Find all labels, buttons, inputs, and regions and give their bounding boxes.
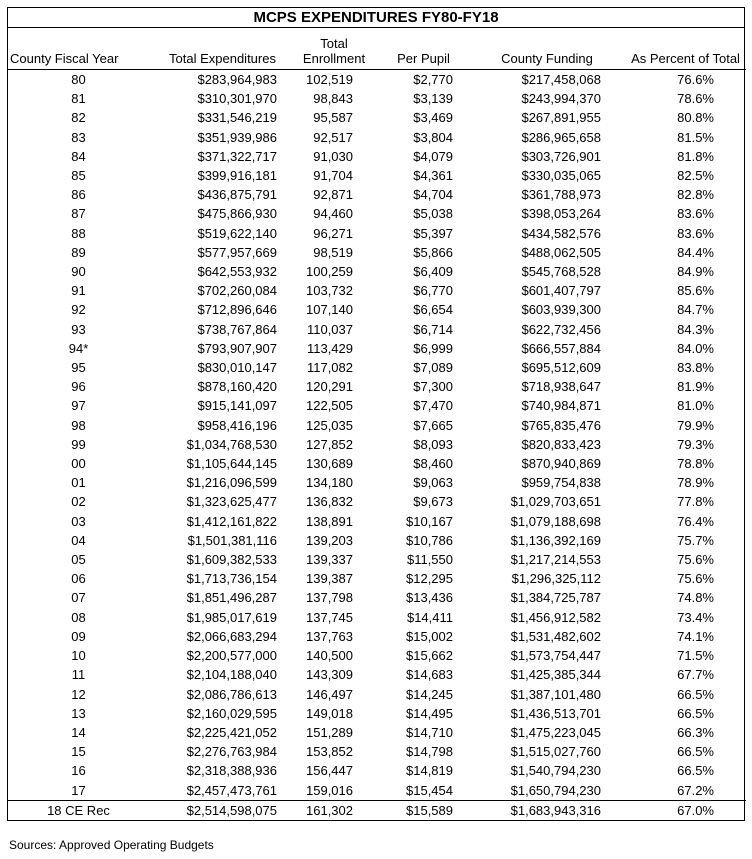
county-funding-cell: $1,456,912,582 — [510, 609, 601, 625]
county-funding-cell: $1,540,794,230 — [510, 763, 601, 779]
total-expenditures-cell: $958,416,196 — [197, 417, 277, 433]
county-funding-cell: $217,458,068 — [521, 72, 601, 87]
fiscal-year-cell: 87 — [71, 206, 86, 222]
fiscal-year-cell: 12 — [71, 686, 86, 702]
percent-of-total-cell: 80.8% — [677, 110, 714, 126]
total-enrollment-cell: 122,505 — [306, 398, 353, 414]
percent-of-total-cell: 78.8% — [677, 456, 714, 472]
fiscal-year-cell: 99 — [71, 436, 86, 452]
fiscal-year-cell: 07 — [71, 590, 86, 606]
total-enrollment-cell: 117,082 — [306, 360, 353, 376]
county-funding-cell: $286,965,658 — [521, 129, 601, 145]
per-pupil-cell: $12,295 — [406, 571, 453, 587]
fiscal-year-cell: 92 — [71, 302, 86, 318]
fiscal-year-cell: 09 — [71, 628, 86, 644]
total-expenditures-cell: $2,200,577,000 — [186, 648, 277, 664]
percent-of-total-cell: 85.6% — [677, 283, 714, 299]
table-row — [8, 224, 746, 243]
fiscal-year-cell: 85 — [71, 168, 86, 184]
total-expenditures-cell: $1,412,161,822 — [186, 513, 277, 529]
per-pupil-cell: $11,550 — [406, 552, 453, 568]
county-funding-cell: $603,939,300 — [521, 302, 601, 318]
table-row — [8, 128, 746, 147]
table-row — [8, 685, 746, 704]
percent-of-total-cell: 84.9% — [677, 264, 714, 280]
fiscal-year-cell: 18 CE Rec — [8, 800, 155, 820]
total-expenditures-cell: $331,546,219 — [197, 110, 277, 126]
percent-of-total-cell: 83.8% — [677, 360, 714, 376]
header-per-pupil: Per Pupil — [378, 28, 469, 70]
percent-of-total-cell: 71.5% — [677, 648, 714, 664]
fiscal-year-cell: 11 — [71, 667, 86, 683]
percent-of-total-cell: 82.5% — [677, 168, 714, 184]
percent-of-total-cell: 74.1% — [677, 628, 714, 644]
fiscal-year-cell: 13 — [71, 705, 86, 721]
per-pupil-cell: $7,089 — [413, 360, 453, 376]
table-row — [8, 512, 746, 531]
per-pupil-cell: $14,245 — [406, 686, 453, 702]
county-funding-cell: $243,994,370 — [521, 91, 601, 107]
total-expenditures-cell: $793,907,907 — [197, 340, 277, 356]
fiscal-year-cell: 93 — [71, 321, 86, 337]
header-percent-of-total: As Percent of Total — [625, 28, 746, 70]
percent-of-total-cell: 79.3% — [677, 436, 714, 452]
county-funding-cell: $870,940,869 — [521, 456, 601, 472]
percent-of-total-cell: 76.6% — [677, 72, 714, 87]
total-expenditures-cell: $2,318,388,936 — [186, 763, 277, 779]
percent-of-total-cell: 75.7% — [677, 532, 714, 548]
table-row — [8, 435, 746, 454]
total-enrollment-cell: 107,140 — [306, 302, 353, 318]
county-funding-cell: $1,683,943,316 — [469, 800, 625, 820]
fiscal-year-cell: 94* — [68, 340, 89, 356]
county-funding-cell: $1,217,214,553 — [510, 552, 601, 568]
percent-of-total-cell: 79.9% — [677, 417, 714, 433]
county-funding-cell: $601,407,797 — [521, 283, 601, 299]
percent-of-total-cell: 66.5% — [677, 763, 714, 779]
fiscal-year-cell: 04 — [71, 532, 86, 548]
percent-of-total-cell: 84.3% — [677, 321, 714, 337]
fiscal-year-cell: 97 — [71, 398, 86, 414]
total-expenditures-cell: $2,160,029,595 — [186, 705, 277, 721]
percent-of-total-cell: 66.5% — [677, 744, 714, 760]
table-row — [8, 204, 746, 223]
total-enrollment-cell: 139,203 — [306, 532, 353, 548]
total-enrollment-cell: 137,745 — [306, 609, 353, 625]
total-enrollment-cell: 161,302 — [290, 800, 378, 820]
percent-of-total-cell: 75.6% — [677, 552, 714, 568]
table-row — [8, 377, 746, 396]
table-row — [8, 665, 746, 684]
percent-of-total-cell: 74.8% — [677, 590, 714, 606]
total-expenditures-cell: $436,875,791 — [197, 187, 277, 203]
total-enrollment-cell: 94,460 — [313, 206, 353, 222]
fiscal-year-cell: 88 — [71, 225, 86, 241]
fiscal-year-cell: 83 — [71, 129, 86, 145]
table-row — [8, 147, 746, 166]
per-pupil-cell: $9,673 — [413, 494, 453, 510]
table-row — [8, 454, 746, 473]
percent-of-total-cell: 81.0% — [677, 398, 714, 414]
per-pupil-cell: $5,397 — [413, 225, 453, 241]
total-enrollment-cell: 110,037 — [306, 321, 353, 337]
total-expenditures-cell: $2,457,473,761 — [186, 782, 277, 798]
per-pupil-cell: $6,999 — [413, 340, 453, 356]
county-funding-cell: $1,475,223,045 — [510, 724, 601, 740]
table-row — [8, 761, 746, 780]
county-funding-cell: $267,891,955 — [521, 110, 601, 126]
percent-of-total-cell: 67.0% — [625, 800, 746, 820]
total-expenditures-cell: $2,104,188,040 — [186, 667, 277, 683]
total-enrollment-cell: 91,030 — [313, 148, 353, 164]
county-funding-cell: $718,938,647 — [521, 379, 601, 395]
per-pupil-cell: $7,665 — [413, 417, 453, 433]
fiscal-year-cell: 81 — [71, 91, 86, 107]
total-enrollment-cell: 143,309 — [306, 667, 353, 683]
total-expenditures-cell: $1,851,496,287 — [186, 590, 277, 606]
fiscal-year-cell: 84 — [71, 148, 86, 164]
total-expenditures-cell: $351,939,986 — [197, 129, 277, 145]
source-note: Sources: Approved Operating Budgets — [9, 838, 214, 852]
percent-of-total-cell: 73.4% — [677, 609, 714, 625]
county-funding-cell: $1,436,513,701 — [510, 705, 601, 721]
total-enrollment-cell: 127,852 — [306, 436, 353, 452]
fiscal-year-cell: 01 — [71, 475, 86, 491]
percent-of-total-cell: 78.6% — [677, 91, 714, 107]
per-pupil-cell: $14,798 — [406, 744, 453, 760]
fiscal-year-cell: 05 — [71, 552, 86, 568]
total-expenditures-cell: $878,160,420 — [197, 379, 277, 395]
per-pupil-cell: $10,167 — [406, 513, 453, 529]
percent-of-total-cell: 81.8% — [677, 148, 714, 164]
per-pupil-cell: $14,683 — [406, 667, 453, 683]
total-expenditures-cell: $577,957,669 — [197, 244, 277, 260]
total-expenditures-cell: $712,896,646 — [197, 302, 277, 318]
fiscal-year-cell: 91 — [71, 283, 86, 299]
table-body — [8, 70, 746, 820]
county-funding-cell: $1,384,725,787 — [510, 590, 601, 606]
county-funding-cell: $1,079,188,698 — [510, 513, 601, 529]
table-row — [8, 108, 746, 127]
total-enrollment-cell: 98,519 — [313, 244, 353, 260]
table-row — [8, 569, 746, 588]
table-row — [8, 320, 746, 339]
per-pupil-cell: $15,002 — [406, 628, 453, 644]
fiscal-year-cell: 89 — [71, 244, 86, 260]
percent-of-total-cell: 67.7% — [677, 667, 714, 683]
total-expenditures-cell: $2,276,763,984 — [186, 744, 277, 760]
per-pupil-cell: $14,710 — [406, 724, 453, 740]
percent-of-total-cell: 83.6% — [677, 225, 714, 241]
per-pupil-cell: $15,662 — [406, 648, 453, 664]
per-pupil-cell: $3,469 — [413, 110, 453, 126]
total-enrollment-cell: 125,035 — [306, 417, 353, 433]
total-enrollment-cell: 92,517 — [313, 129, 353, 145]
total-enrollment-cell: 134,180 — [306, 475, 353, 491]
percent-of-total-cell: 66.3% — [677, 724, 714, 740]
county-funding-cell: $1,573,754,447 — [510, 648, 601, 664]
table-row — [8, 339, 746, 358]
total-expenditures-cell: $310,301,970 — [197, 91, 277, 107]
per-pupil-cell: $14,411 — [406, 609, 453, 625]
table-row — [8, 473, 746, 492]
county-funding-cell: $1,136,392,169 — [510, 532, 601, 548]
fiscal-year-cell: 15 — [71, 744, 86, 760]
total-enrollment-cell: 137,763 — [306, 628, 353, 644]
county-funding-cell: $959,754,838 — [521, 475, 601, 491]
fiscal-year-cell: 80 — [71, 72, 86, 87]
total-expenditures-cell: $1,609,382,533 — [186, 552, 277, 568]
total-enrollment-cell: 137,798 — [306, 590, 353, 606]
table-row — [8, 300, 746, 319]
total-expenditures-cell: $830,010,147 — [197, 360, 277, 376]
total-expenditures-cell: $738,767,864 — [197, 321, 277, 337]
per-pupil-cell: $4,079 — [413, 148, 453, 164]
total-enrollment-cell: 91,704 — [313, 168, 353, 184]
county-funding-cell: $398,053,264 — [521, 206, 601, 222]
county-funding-cell: $545,768,528 — [521, 264, 601, 280]
per-pupil-cell: $10,786 — [406, 532, 453, 548]
total-enrollment-cell: 136,832 — [306, 494, 353, 510]
total-enrollment-cell: 156,447 — [306, 763, 353, 779]
total-expenditures-cell: $2,514,598,075 — [155, 800, 290, 820]
county-funding-cell: $1,531,482,602 — [510, 628, 601, 644]
table-row — [8, 608, 746, 627]
percent-of-total-cell: 84.4% — [677, 244, 714, 260]
county-funding-cell: $1,515,027,760 — [510, 744, 601, 760]
percent-of-total-cell: 84.0% — [677, 340, 714, 356]
percent-of-total-cell: 84.7% — [677, 302, 714, 318]
fiscal-year-cell: 90 — [71, 264, 86, 280]
county-funding-cell: $740,984,871 — [521, 398, 601, 414]
total-enrollment-cell: 151,289 — [306, 724, 353, 740]
total-expenditures-cell: $915,141,097 — [197, 398, 277, 414]
per-pupil-cell: $6,714 — [413, 321, 453, 337]
header-county-funding: County Funding — [469, 28, 625, 70]
total-expenditures-cell: $642,553,932 — [197, 264, 277, 280]
total-enrollment-cell: 139,387 — [306, 571, 353, 587]
county-funding-cell: $330,035,065 — [521, 168, 601, 184]
total-expenditures-cell: $283,964,983 — [197, 72, 277, 87]
total-enrollment-cell: 153,852 — [306, 744, 353, 760]
total-expenditures-cell: $371,322,717 — [197, 148, 277, 164]
table-row — [8, 396, 746, 415]
county-funding-cell: $820,833,423 — [521, 436, 601, 452]
per-pupil-cell: $4,704 — [413, 187, 453, 203]
header-fiscal-year: County Fiscal Year — [8, 28, 155, 70]
county-funding-cell: $361,788,973 — [521, 187, 601, 203]
table-row — [8, 185, 746, 204]
total-expenditures-cell: $1,713,736,154 — [186, 571, 277, 587]
total-enrollment-cell: 96,271 — [313, 225, 353, 241]
per-pupil-cell: $8,460 — [413, 456, 453, 472]
fiscal-year-cell: 14 — [71, 724, 86, 740]
total-enrollment-cell: 113,429 — [306, 340, 353, 356]
percent-of-total-cell: 76.4% — [677, 513, 714, 529]
table-row — [8, 166, 746, 185]
total-expenditures-cell: $1,985,017,619 — [186, 609, 277, 625]
percent-of-total-cell: 81.9% — [677, 379, 714, 395]
per-pupil-cell: $5,866 — [413, 244, 453, 260]
per-pupil-cell: $6,654 — [413, 302, 453, 318]
total-enrollment-cell: 149,018 — [306, 705, 353, 721]
table-row — [8, 281, 746, 300]
per-pupil-cell: $7,300 — [413, 379, 453, 395]
total-enrollment-cell: 120,291 — [306, 379, 353, 395]
total-expenditures-cell: $702,260,084 — [197, 283, 277, 299]
header-total-expenditures: Total Expenditures — [155, 28, 290, 70]
total-expenditures-cell: $2,225,421,052 — [186, 724, 277, 740]
county-funding-cell: $488,062,505 — [521, 244, 601, 260]
percent-of-total-cell: 67.2% — [677, 782, 714, 798]
fiscal-year-cell: 17 — [71, 782, 86, 798]
table-row — [8, 262, 746, 281]
per-pupil-cell: $4,361 — [413, 168, 453, 184]
per-pupil-cell: $14,495 — [406, 705, 453, 721]
per-pupil-cell: $13,436 — [406, 590, 453, 606]
per-pupil-cell: $9,063 — [413, 475, 453, 491]
total-enrollment-cell: 159,016 — [306, 782, 353, 798]
county-funding-cell: $434,582,576 — [521, 225, 601, 241]
per-pupil-cell: $5,038 — [413, 206, 453, 222]
percent-of-total-cell: 81.5% — [677, 129, 714, 145]
percent-of-total-cell: 78.9% — [677, 475, 714, 491]
percent-of-total-cell: 82.8% — [677, 187, 714, 203]
per-pupil-cell: $6,409 — [413, 264, 453, 280]
per-pupil-cell: $15,589 — [378, 800, 469, 820]
table-row — [8, 531, 746, 550]
fiscal-year-cell: 06 — [71, 571, 86, 587]
total-enrollment-cell: 140,500 — [306, 648, 353, 664]
table-row — [8, 781, 746, 801]
fiscal-year-cell: 82 — [71, 110, 86, 126]
total-expenditures-cell: $1,501,381,116 — [187, 532, 277, 548]
county-funding-cell: $1,387,101,480 — [510, 686, 601, 702]
per-pupil-cell: $2,770 — [413, 72, 453, 87]
county-funding-cell: $622,732,456 — [521, 321, 601, 337]
per-pupil-cell: $6,770 — [413, 283, 453, 299]
county-funding-cell: $1,425,385,344 — [510, 667, 601, 683]
total-enrollment-cell: 130,689 — [306, 456, 353, 472]
total-enrollment-cell: 92,871 — [313, 187, 353, 203]
county-funding-cell: $1,029,703,651 — [510, 494, 601, 510]
county-funding-cell: $303,726,901 — [521, 148, 601, 164]
table-row — [8, 646, 746, 665]
header-row — [8, 28, 746, 70]
fiscal-year-cell: 16 — [71, 763, 86, 779]
total-expenditures-cell: $1,216,096,599 — [186, 475, 277, 491]
county-funding-cell: $1,296,325,112 — [511, 571, 601, 587]
total-expenditures-cell: $399,916,181 — [197, 168, 277, 184]
expenditures-table-sheet — [7, 7, 745, 821]
expenditures-table — [8, 28, 746, 820]
total-enrollment-cell: 100,259 — [306, 264, 353, 280]
total-enrollment-cell: 146,497 — [306, 686, 353, 702]
percent-of-total-cell: 66.5% — [677, 686, 714, 702]
table-row — [8, 492, 746, 511]
percent-of-total-cell: 75.6% — [677, 571, 714, 587]
table-row — [8, 723, 746, 742]
total-enrollment-cell: 103,732 — [306, 283, 353, 299]
total-enrollment-cell: 139,337 — [306, 552, 353, 568]
table-row — [8, 627, 746, 646]
total-expenditures-cell: $519,622,140 — [197, 225, 277, 241]
per-pupil-cell: $7,470 — [413, 398, 453, 414]
total-enrollment-cell: 102,519 — [306, 72, 353, 87]
total-enrollment-cell: 95,587 — [313, 110, 353, 126]
total-expenditures-cell: $2,066,683,294 — [186, 628, 277, 644]
fiscal-year-cell: 08 — [71, 609, 86, 625]
table-row — [8, 588, 746, 607]
percent-of-total-cell: 83.6% — [677, 206, 714, 222]
county-funding-cell: $695,512,609 — [521, 360, 601, 376]
per-pupil-cell: $14,819 — [406, 763, 453, 779]
table-row — [8, 704, 746, 723]
fiscal-year-cell: 00 — [71, 456, 86, 472]
fiscal-year-cell: 98 — [71, 417, 86, 433]
percent-of-total-cell: 66.5% — [677, 705, 714, 721]
county-funding-cell: $666,557,884 — [521, 340, 601, 356]
per-pupil-cell: $3,804 — [413, 129, 453, 145]
total-expenditures-cell: $2,086,786,613 — [186, 686, 277, 702]
per-pupil-cell: $8,093 — [413, 436, 453, 452]
percent-of-total-cell: 77.8% — [677, 494, 714, 510]
table-title: MCPS EXPENDITURES FY80-FY18 — [8, 8, 744, 28]
table-row — [8, 416, 746, 435]
fiscal-year-cell: 95 — [71, 360, 86, 376]
county-funding-cell: $1,650,794,230 — [510, 782, 601, 798]
table-row — [8, 243, 746, 262]
county-funding-cell: $765,835,476 — [521, 417, 601, 433]
header-total-enrollment: Total Enrollment — [290, 28, 378, 70]
per-pupil-cell: $3,139 — [413, 91, 453, 107]
table-row — [8, 70, 746, 90]
fiscal-year-cell: 02 — [71, 494, 86, 510]
table-row — [8, 800, 746, 820]
total-expenditures-cell: $475,866,930 — [197, 206, 277, 222]
total-enrollment-cell: 138,891 — [306, 513, 353, 529]
total-expenditures-cell: $1,034,768,530 — [186, 436, 277, 452]
fiscal-year-cell: 96 — [71, 379, 86, 395]
per-pupil-cell: $15,454 — [406, 782, 453, 798]
fiscal-year-cell: 86 — [71, 187, 86, 203]
total-expenditures-cell: $1,105,644,145 — [186, 456, 277, 472]
fiscal-year-cell: 03 — [71, 513, 86, 529]
table-row — [8, 550, 746, 569]
total-enrollment-cell: 98,843 — [313, 91, 353, 107]
table-row — [8, 742, 746, 761]
table-row — [8, 89, 746, 108]
table-row — [8, 358, 746, 377]
fiscal-year-cell: 10 — [71, 648, 86, 664]
total-expenditures-cell: $1,323,625,477 — [186, 494, 277, 510]
